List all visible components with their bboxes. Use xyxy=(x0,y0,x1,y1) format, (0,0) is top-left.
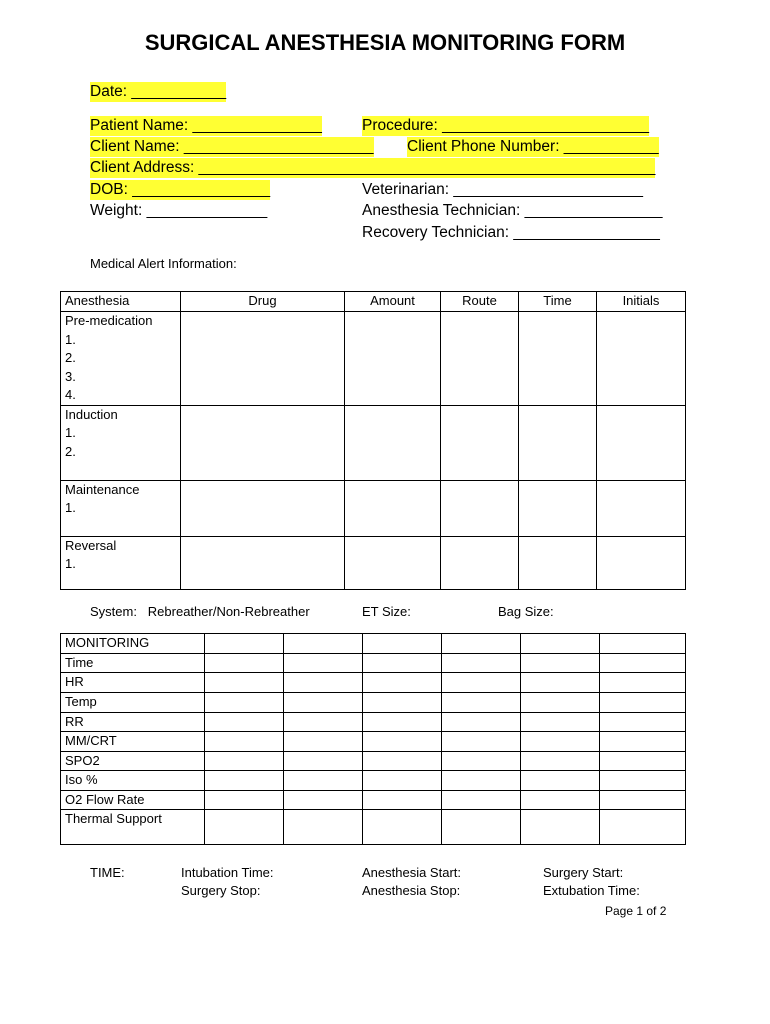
premedication-row xyxy=(61,312,686,406)
reversal-amount-cell[interactable] xyxy=(345,536,441,589)
induction-item-1: 1. xyxy=(65,425,76,440)
monitoring-cell[interactable] xyxy=(205,751,284,771)
monitoring-row xyxy=(61,712,686,732)
monitoring-row xyxy=(61,732,686,752)
monitoring-cell[interactable] xyxy=(363,692,442,712)
monitoring-row xyxy=(61,771,686,791)
monitoring-row-label: SPO2 xyxy=(61,751,205,771)
monitoring-row xyxy=(61,751,686,771)
et-size-label: ET Size: xyxy=(362,604,411,619)
monitoring-cell[interactable] xyxy=(442,810,521,845)
monitoring-cell[interactable] xyxy=(205,692,284,712)
monitoring-row-label: Iso % xyxy=(61,771,205,791)
monitoring-cell[interactable] xyxy=(442,712,521,732)
monitoring-cell[interactable] xyxy=(205,712,284,732)
monitoring-row xyxy=(61,634,686,654)
premed-route-cell[interactable] xyxy=(441,312,519,406)
premed-item-4: 4. xyxy=(65,387,76,402)
monitoring-row-label: Temp xyxy=(61,692,205,712)
monitoring-cell[interactable] xyxy=(284,732,363,752)
monitoring-cell[interactable] xyxy=(442,634,521,654)
monitoring-cell[interactable] xyxy=(205,673,284,693)
premed-time-cell[interactable] xyxy=(519,312,597,406)
client-address-field: Client Address: _____________________________________________________ xyxy=(90,159,656,176)
monitoring-cell[interactable] xyxy=(205,732,284,752)
monitoring-row-label: O2 Flow Rate xyxy=(61,790,205,810)
anesthesia-start-label: Anesthesia Start: xyxy=(362,865,461,880)
induction-amount-cell[interactable] xyxy=(345,405,441,480)
bag-size-label: Bag Size: xyxy=(498,604,554,619)
monitoring-cell[interactable] xyxy=(284,712,363,732)
induction-time-cell[interactable] xyxy=(519,405,597,480)
surgery-stop-label: Surgery Stop: xyxy=(181,883,261,898)
header-initials: Initials xyxy=(597,292,686,312)
drug-table xyxy=(60,291,686,590)
induction-drug-cell[interactable] xyxy=(181,405,345,480)
surgery-start-label: Surgery Start: xyxy=(543,865,624,880)
monitoring-cell[interactable] xyxy=(363,653,442,673)
header-anesthesia: Anesthesia xyxy=(61,292,181,312)
weight-field: Weight: ______________ xyxy=(90,202,268,219)
maintenance-initials-cell[interactable] xyxy=(597,480,686,536)
extubation-time-label: Extubation Time: xyxy=(543,883,640,898)
reversal-label: Reversal xyxy=(65,537,117,553)
maintenance-item-1: 1. xyxy=(65,500,76,515)
monitoring-cell[interactable] xyxy=(284,751,363,771)
reversal-route-cell[interactable] xyxy=(441,536,519,589)
intubation-time-label: Intubation Time: xyxy=(181,865,274,880)
monitoring-cell[interactable] xyxy=(600,634,686,654)
footer-time-label: TIME: xyxy=(90,865,125,880)
form-title: SURGICAL ANESTHESIA MONITORING FORM xyxy=(144,30,626,55)
maintenance-drug-cell[interactable] xyxy=(181,480,345,536)
date-field: Date: ___________ xyxy=(90,83,227,100)
reversal-initials-cell[interactable] xyxy=(597,536,686,589)
veterinarian-field: Veterinarian: ______________________ xyxy=(362,181,643,198)
monitoring-cell[interactable] xyxy=(521,673,600,693)
monitoring-row xyxy=(61,790,686,810)
medical-alert-label: Medical Alert Information: xyxy=(90,256,237,271)
monitoring-row xyxy=(61,692,686,712)
monitoring-cell[interactable] xyxy=(363,732,442,752)
monitoring-cell[interactable] xyxy=(363,673,442,693)
monitoring-row-label: HR xyxy=(61,673,205,693)
header-drug: Drug xyxy=(181,292,345,312)
maintenance-route-cell[interactable] xyxy=(441,480,519,536)
monitoring-cell[interactable] xyxy=(521,771,600,791)
monitoring-cell[interactable] xyxy=(521,732,600,752)
monitoring-cell[interactable] xyxy=(363,790,442,810)
premed-amount-cell[interactable] xyxy=(345,312,441,406)
monitoring-cell[interactable] xyxy=(521,653,600,673)
monitoring-cell[interactable] xyxy=(521,790,600,810)
induction-route-cell[interactable] xyxy=(441,405,519,480)
page-number: Page 1 of 2 xyxy=(605,904,667,918)
monitoring-cell[interactable] xyxy=(442,673,521,693)
monitoring-cell[interactable] xyxy=(363,634,442,654)
monitoring-cell[interactable] xyxy=(205,771,284,791)
monitoring-cell[interactable] xyxy=(284,810,363,845)
monitoring-cell[interactable] xyxy=(600,692,686,712)
premed-item-2: 2. xyxy=(65,350,76,365)
monitoring-row-label: RR xyxy=(61,712,205,732)
reversal-item-1: 1. xyxy=(65,556,76,571)
monitoring-cell[interactable] xyxy=(600,810,686,845)
induction-item-2: 2. xyxy=(65,443,76,459)
header-amount: Amount xyxy=(345,292,441,312)
monitoring-cell[interactable] xyxy=(363,771,442,791)
reversal-drug-cell[interactable] xyxy=(181,536,345,589)
drug-table-header xyxy=(61,292,686,312)
monitoring-cell[interactable] xyxy=(205,653,284,673)
monitoring-cell[interactable] xyxy=(442,790,521,810)
monitoring-cell[interactable] xyxy=(442,732,521,752)
monitoring-cell[interactable] xyxy=(600,771,686,791)
maintenance-time-cell[interactable] xyxy=(519,480,597,536)
system-label: System: Rebreather/Non-Rebreather xyxy=(90,604,310,619)
monitoring-cell[interactable] xyxy=(442,692,521,712)
induction-initials-cell[interactable] xyxy=(597,405,686,480)
maintenance-label: Maintenance xyxy=(65,481,140,497)
monitoring-cell[interactable] xyxy=(521,712,600,732)
patient-name-field: Patient Name: _______________ xyxy=(90,117,322,134)
anesthesia-stop-label: Anesthesia Stop: xyxy=(362,883,461,898)
procedure-field: Procedure: ________________________ xyxy=(362,117,650,134)
monitoring-cell[interactable] xyxy=(284,771,363,791)
client-name-field: Client Name: ______________________ xyxy=(90,138,374,155)
monitoring-cell[interactable] xyxy=(284,673,363,693)
monitoring-cell[interactable] xyxy=(521,692,600,712)
monitoring-row xyxy=(61,653,686,673)
monitoring-cell[interactable] xyxy=(363,712,442,732)
monitoring-cell[interactable] xyxy=(600,673,686,693)
monitoring-cell[interactable] xyxy=(600,732,686,752)
monitoring-cell[interactable] xyxy=(442,751,521,771)
monitoring-cell[interactable] xyxy=(284,634,363,654)
header-route: Route xyxy=(441,292,519,312)
monitoring-row xyxy=(61,673,686,693)
premed-item-1: 1. xyxy=(65,331,76,347)
premed-item-3: 3. xyxy=(65,368,76,384)
monitoring-cell[interactable] xyxy=(442,771,521,791)
premed-initials-cell[interactable] xyxy=(597,312,686,406)
client-phone-field: Client Phone Number: ___________ xyxy=(407,138,659,155)
maintenance-row xyxy=(61,480,686,536)
monitoring-cell[interactable] xyxy=(205,790,284,810)
dob-field: DOB: ________________ xyxy=(90,181,271,198)
monitoring-row xyxy=(61,810,686,845)
monitoring-cell[interactable] xyxy=(521,810,600,845)
monitoring-cell[interactable] xyxy=(521,634,600,654)
maintenance-amount-cell[interactable] xyxy=(345,480,441,536)
monitoring-row-label: MM/CRT xyxy=(61,732,205,752)
monitoring-cell[interactable] xyxy=(600,712,686,732)
monitoring-row-label: Time xyxy=(61,653,205,673)
monitoring-row-label: MONITORING xyxy=(61,634,205,654)
monitoring-cell[interactable] xyxy=(363,751,442,771)
monitoring-cell[interactable] xyxy=(600,790,686,810)
monitoring-row-label: Thermal Support xyxy=(61,810,205,845)
premed-label: Pre-medication xyxy=(65,313,153,328)
premedication-cell xyxy=(61,312,181,406)
reversal-time-cell[interactable] xyxy=(519,536,597,589)
monitoring-cell[interactable] xyxy=(284,790,363,810)
monitoring-cell[interactable] xyxy=(363,810,442,845)
header-time: Time xyxy=(519,292,597,312)
maintenance-cell xyxy=(61,480,181,536)
monitoring-cell[interactable] xyxy=(284,692,363,712)
reversal-cell xyxy=(61,536,181,589)
monitoring-cell[interactable] xyxy=(205,634,284,654)
premed-drug-cell[interactable] xyxy=(181,312,345,406)
anesthesia-technician-field: Anesthesia Technician: ________________ xyxy=(362,202,663,219)
induction-row xyxy=(61,405,686,480)
monitoring-table xyxy=(60,633,686,845)
monitoring-cell[interactable] xyxy=(600,751,686,771)
reversal-row xyxy=(61,536,686,589)
monitoring-cell[interactable] xyxy=(600,653,686,673)
recovery-technician-field: Recovery Technician: _________________ xyxy=(362,224,660,241)
induction-label: Induction xyxy=(65,406,118,422)
monitoring-cell[interactable] xyxy=(521,751,600,771)
induction-cell xyxy=(61,405,181,480)
monitoring-cell[interactable] xyxy=(442,653,521,673)
monitoring-cell[interactable] xyxy=(205,810,284,845)
monitoring-cell[interactable] xyxy=(284,653,363,673)
